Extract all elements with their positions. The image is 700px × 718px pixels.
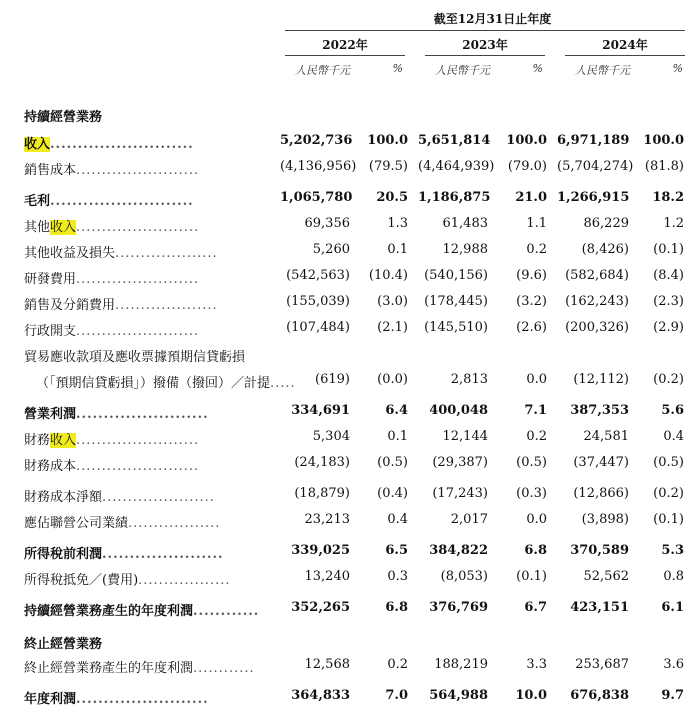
amount-cell: 2,813 [450,372,488,387]
pct-2022: % [392,62,403,75]
percent-cell: 9.7 [661,688,684,703]
amount-cell: (155,039) [286,294,350,309]
percent-cell: (81.8) [644,159,684,174]
percent-cell: 1.1 [526,216,547,231]
amount-cell: 188,219 [434,657,488,672]
row-label-text: 持續經營業務產生的年度利潤 [24,604,194,619]
amount-cell: (8,426) [581,242,629,257]
leader-dots: ........................ [76,433,200,448]
amount-cell: 564,988 [429,688,488,703]
amount-cell: (145,510) [424,320,488,335]
row-label [24,294,286,313]
row-label-text: 財務成本淨額 [24,490,103,505]
percent-cell: (0.2) [653,486,684,501]
highlighted-term: 收入 [50,433,77,448]
percent-cell: (0.3) [516,486,547,501]
percent-cell: (0.5) [653,455,684,470]
table-row [0,292,700,314]
row-label [24,403,286,422]
period-header: 截至12月31日止年度 [433,12,552,26]
row-label-text: 銷售及分銷費用 [24,298,116,313]
amount-cell: 1,065,780 [280,190,353,205]
amount-cell: (12,866) [573,486,629,501]
table-row [0,484,700,506]
table-row [0,344,700,366]
amount-cell: (24,183) [294,455,350,470]
leader-dots: .................. [138,573,231,588]
table-row [0,157,700,179]
percent-cell: 6.8 [524,543,547,558]
amount-cell: (200,326) [565,320,629,335]
percent-cell: (79.5) [368,159,408,174]
row-label-text: 終止經營業務產生的年度利潤 [24,661,194,676]
percent-cell: (2.6) [516,320,547,335]
rule-header [285,30,685,31]
percent-cell: 0.4 [663,429,684,444]
amount-cell: (4,136,956) [280,159,357,174]
percent-cell: (79.0) [507,159,547,174]
amount-cell: 339,025 [291,543,350,558]
amount-cell: 423,151 [570,600,629,615]
percent-cell: (8.4) [653,268,684,283]
row-label-text: 毛利 [24,194,51,209]
leader-dots: ........................ [76,220,200,235]
percent-cell: 21.0 [515,190,547,205]
row-label-text: 財務成本 [24,459,77,474]
row-label-text: 營業利潤 [24,407,77,422]
row-label [24,429,286,448]
row-label-text: 研發費用 [24,272,77,287]
percent-cell: (0.0) [377,372,408,387]
amount-cell: (542,563) [286,268,350,283]
row-label [24,657,286,676]
amount-cell: 12,568 [304,657,350,672]
percent-cell: 0.0 [526,512,547,527]
leader-dots: ...................... [102,490,215,505]
percent-cell: (9.6) [516,268,547,283]
amount-cell: (619) [315,372,350,387]
amount-cell: 12,144 [442,429,488,444]
row-label [24,600,286,619]
row-label-text: 銷售成本 [24,163,77,178]
percent-cell: 10.0 [515,688,547,703]
leader-dots: ..... [270,376,296,391]
highlighted-term: 收入 [24,137,51,152]
amount-cell: 376,769 [429,600,488,615]
leader-dots: .................... [115,246,218,261]
amount-cell: (17,243) [432,486,488,501]
amount-cell: (178,445) [424,294,488,309]
table-row [0,370,700,392]
table-row [0,427,700,449]
percent-cell: 0.4 [387,512,408,527]
percent-cell: (3.2) [516,294,547,309]
year-2022: 2022年 [322,38,368,52]
row-label-text: 所得稅抵免／(費用) [24,573,139,588]
leader-dots: ........................ [76,163,200,178]
amount-cell: 5,202,736 [280,133,353,148]
percent-cell: 0.8 [663,569,684,584]
percent-cell: 0.1 [387,242,408,257]
row-label-text: 其他收益及損失 [24,246,116,261]
row-label-text: 其他 [24,220,51,235]
amount-cell: 2,017 [450,512,488,527]
percent-cell: 6.8 [385,600,408,615]
percent-cell: (0.4) [377,486,408,501]
percent-cell: (10.4) [368,268,408,283]
rule-2023 [425,55,545,56]
percent-cell: 3.6 [663,657,684,672]
row-label [24,190,286,209]
table-row [0,131,700,153]
amount-cell: 13,240 [304,569,350,584]
table-row [0,214,700,236]
table-row [0,686,700,708]
amount-cell: 5,304 [312,429,350,444]
percent-cell: 100.0 [367,133,408,148]
row-label [24,346,286,365]
amount-cell: (8,053) [440,569,488,584]
table-row [0,188,700,210]
pct-2023: % [532,62,543,75]
row-label [24,216,286,235]
percent-cell: 0.0 [526,372,547,387]
percent-cell: (3.0) [377,294,408,309]
amount-cell: (3,898) [581,512,629,527]
amount-cell: 6,971,189 [557,133,630,148]
percent-cell: (0.1) [653,512,684,527]
amount-cell: (540,156) [424,268,488,283]
table-row [0,401,700,423]
percent-cell: (0.5) [516,455,547,470]
leader-dots: .......................... [50,194,194,209]
amount-cell: 384,822 [429,543,488,558]
row-label-text: 貿易應收款項及應收票據預期信貸虧損 [24,350,246,365]
year-2024: 2024年 [602,38,648,52]
table-row [0,266,700,288]
row-label [24,268,286,287]
percent-cell: 100.0 [506,133,547,148]
percent-cell: 7.1 [524,403,547,418]
unit-2022: 人民幣千元 [295,64,350,77]
table-row [0,453,700,475]
amount-cell: 400,048 [429,403,488,418]
amount-cell: 334,691 [291,403,350,418]
leader-dots: ........................ [76,692,209,707]
amount-cell: 23,213 [304,512,350,527]
leader-dots: ...................... [102,547,224,562]
table-row [0,567,700,589]
percent-cell: (0.1) [653,242,684,257]
row-label [24,455,286,474]
row-label [24,569,286,588]
table-row [0,598,700,620]
percent-cell: 20.5 [376,190,408,205]
percent-cell: 7.0 [385,688,408,703]
amount-cell: (29,387) [432,455,488,470]
percent-cell: 5.3 [661,543,684,558]
amount-cell: (12,112) [573,372,629,387]
leader-dots: ........................ [76,407,209,422]
percent-cell: 1.3 [387,216,408,231]
amount-cell: 86,229 [583,216,629,231]
amount-cell: 61,483 [442,216,488,231]
leader-dots: .................... [115,298,218,313]
row-label [24,543,286,562]
amount-cell: 364,833 [291,688,350,703]
rule-2024 [565,55,685,56]
amount-cell: (37,447) [573,455,629,470]
leader-dots: .......................... [50,137,194,152]
amount-cell: 253,687 [575,657,629,672]
amount-cell: 387,353 [570,403,629,418]
percent-cell: 5.6 [661,403,684,418]
amount-cell: (4,464,939) [418,159,495,174]
leader-dots: ........................ [76,272,200,287]
table-row [0,510,700,532]
percent-cell: 3.3 [526,657,547,672]
leader-dots: ............ [193,604,260,619]
table-row [0,240,700,262]
percent-cell: 0.2 [526,429,547,444]
amount-cell: 24,581 [583,429,629,444]
unit-2023: 人民幣千元 [435,64,490,77]
table-row [0,655,700,677]
amount-cell: (5,704,274) [557,159,634,174]
row-label [24,320,286,339]
percent-cell: (0.1) [516,569,547,584]
percent-cell: (2.9) [653,320,684,335]
percent-cell: 1.2 [663,216,684,231]
row-label [24,688,286,707]
section-continuing: 持續經營業務 [24,110,103,125]
row-label-text: （「預期信貸虧損」）撥備（撥回）／計提 [36,376,271,391]
percent-cell: (2.1) [377,320,408,335]
amount-cell: (582,684) [565,268,629,283]
percent-cell: 6.4 [385,403,408,418]
amount-cell: 5,260 [312,242,350,257]
row-label-text: 行政開支 [24,324,77,339]
amount-cell: 676,838 [570,688,629,703]
amount-cell: 69,356 [304,216,350,231]
amount-cell: 370,589 [570,543,629,558]
row-label [24,133,286,152]
table-row [0,541,700,563]
amount-cell: 52,562 [583,569,629,584]
percent-cell: 6.5 [385,543,408,558]
percent-cell: 6.1 [661,600,684,615]
row-label-text: 年度利潤 [24,692,77,707]
row-label-text: 應佔聯營公司業績 [24,516,129,531]
leader-dots: .................. [128,516,221,531]
percent-cell: (0.2) [653,372,684,387]
percent-cell: 0.2 [387,657,408,672]
amount-cell: 12,988 [442,242,488,257]
section-discontinued: 終止經營業務 [24,637,103,652]
amount-cell: (18,879) [294,486,350,501]
amount-cell: (162,243) [565,294,629,309]
row-label [24,242,286,261]
percent-cell: (2.3) [653,294,684,309]
row-label [24,512,286,531]
row-label-text: 所得稅前利潤 [24,547,103,562]
amount-cell: 1,186,875 [418,190,491,205]
percent-cell: 0.3 [387,569,408,584]
leader-dots: ........................ [76,324,200,339]
amount-cell: 1,266,915 [557,190,630,205]
leader-dots: ........................ [76,459,200,474]
row-label [36,372,298,391]
row-label-text: 財務 [24,433,51,448]
row-label [24,486,286,505]
table-row [0,318,700,340]
pct-2024: % [672,62,683,75]
percent-cell: (0.5) [377,455,408,470]
percent-cell: 0.2 [526,242,547,257]
amount-cell: 5,651,814 [418,133,491,148]
percent-cell: 0.1 [387,429,408,444]
leader-dots: ............ [193,661,255,676]
percent-cell: 18.2 [652,190,684,205]
highlighted-term: 收入 [50,220,77,235]
amount-cell: 352,265 [291,600,350,615]
rule-2022 [285,55,405,56]
percent-cell: 100.0 [643,133,684,148]
percent-cell: 6.7 [524,600,547,615]
row-label [24,159,286,178]
amount-cell: (107,484) [286,320,350,335]
unit-2024: 人民幣千元 [575,64,630,77]
year-2023: 2023年 [462,38,508,52]
